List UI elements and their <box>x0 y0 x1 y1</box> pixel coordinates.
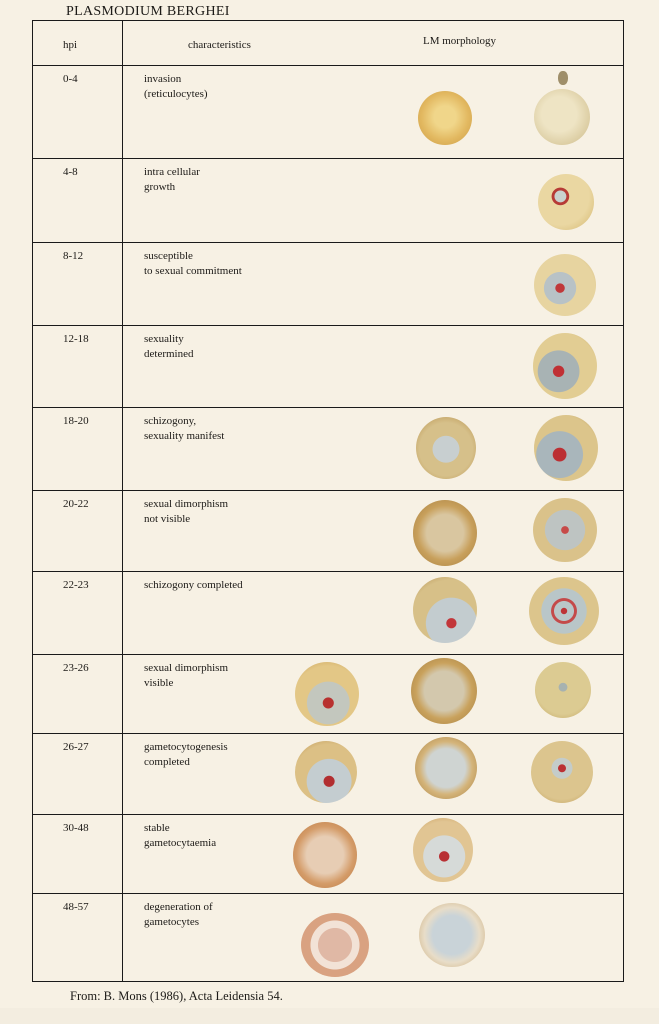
row-characteristics: schizogony completed <box>144 579 243 591</box>
cell-illustration <box>295 741 357 803</box>
cell-illustration <box>415 737 477 799</box>
lifecycle-table <box>32 20 624 982</box>
row-characteristics: degeneration of gametocytes <box>144 901 213 928</box>
cell-illustration <box>529 577 599 645</box>
row-hpi: 18-20 <box>63 415 89 427</box>
table-row <box>33 733 623 815</box>
row-characteristics: schizogony, sexuality manifest <box>144 415 225 442</box>
cell-illustration <box>534 254 596 316</box>
table-row <box>33 571 623 655</box>
row-characteristics: invasion (reticulocytes) <box>144 73 208 100</box>
parasite-merozoite-illustration <box>558 71 568 85</box>
row-characteristics: intra cellular growth <box>144 166 200 193</box>
table-header <box>33 21 623 66</box>
row-hpi: 23-26 <box>63 662 89 674</box>
row-hpi: 8-12 <box>63 250 84 262</box>
row-hpi: 12-18 <box>63 333 89 345</box>
page-margin <box>0 1008 659 1024</box>
cell-illustration <box>293 822 357 888</box>
table-row <box>33 654 623 734</box>
cell-illustration <box>534 415 598 481</box>
header-hpi: hpi <box>63 39 78 51</box>
cell-illustration <box>531 741 593 803</box>
row-characteristics: sexual dimorphism visible <box>144 662 229 689</box>
cell-illustration <box>534 89 590 145</box>
row-hpi: 22-23 <box>63 579 89 591</box>
cell-illustration <box>411 658 477 724</box>
source-citation: From: B. Mons (1986), Acta Leidensia 54. <box>70 989 283 1003</box>
table-row <box>33 407 623 491</box>
header-lm-morphology: LM morphology <box>423 35 497 47</box>
row-hpi: 30-48 <box>63 822 89 834</box>
row-characteristics: sexual dimorphism not visible <box>144 498 229 525</box>
table-row <box>33 158 623 243</box>
table-row <box>33 490 623 572</box>
header-characteristics: characteristics <box>188 39 251 51</box>
cell-illustration <box>533 333 597 399</box>
cell-illustration <box>301 913 369 977</box>
row-characteristics: sexuality determined <box>144 333 194 360</box>
cell-illustration <box>538 174 594 230</box>
table-row <box>33 242 623 326</box>
row-characteristics: stable gametocytaemia <box>144 822 217 849</box>
table-row <box>33 893 623 983</box>
cell-illustration <box>413 577 477 643</box>
table-row <box>33 65 623 159</box>
row-characteristics: susceptible to sexual commitment <box>144 250 242 277</box>
cell-illustration <box>416 417 476 479</box>
table-row <box>33 814 623 894</box>
cell-illustration <box>295 662 359 726</box>
cell-illustration <box>418 91 472 145</box>
row-characteristics: gametocytogenesis completed <box>144 741 228 768</box>
row-hpi: 0-4 <box>63 73 78 85</box>
cell-illustration <box>413 818 473 882</box>
row-hpi: 48-57 <box>63 901 89 913</box>
cell-illustration <box>413 500 477 566</box>
row-hpi: 20-22 <box>63 498 89 510</box>
row-hpi: 26-27 <box>63 741 89 753</box>
cell-illustration <box>535 662 591 718</box>
table-row <box>33 325 623 408</box>
cell-illustration <box>419 903 485 967</box>
row-hpi: 4-8 <box>63 166 78 178</box>
cell-illustration <box>533 498 597 562</box>
page-title: PLASMODIUM BERGHEI <box>66 4 230 19</box>
